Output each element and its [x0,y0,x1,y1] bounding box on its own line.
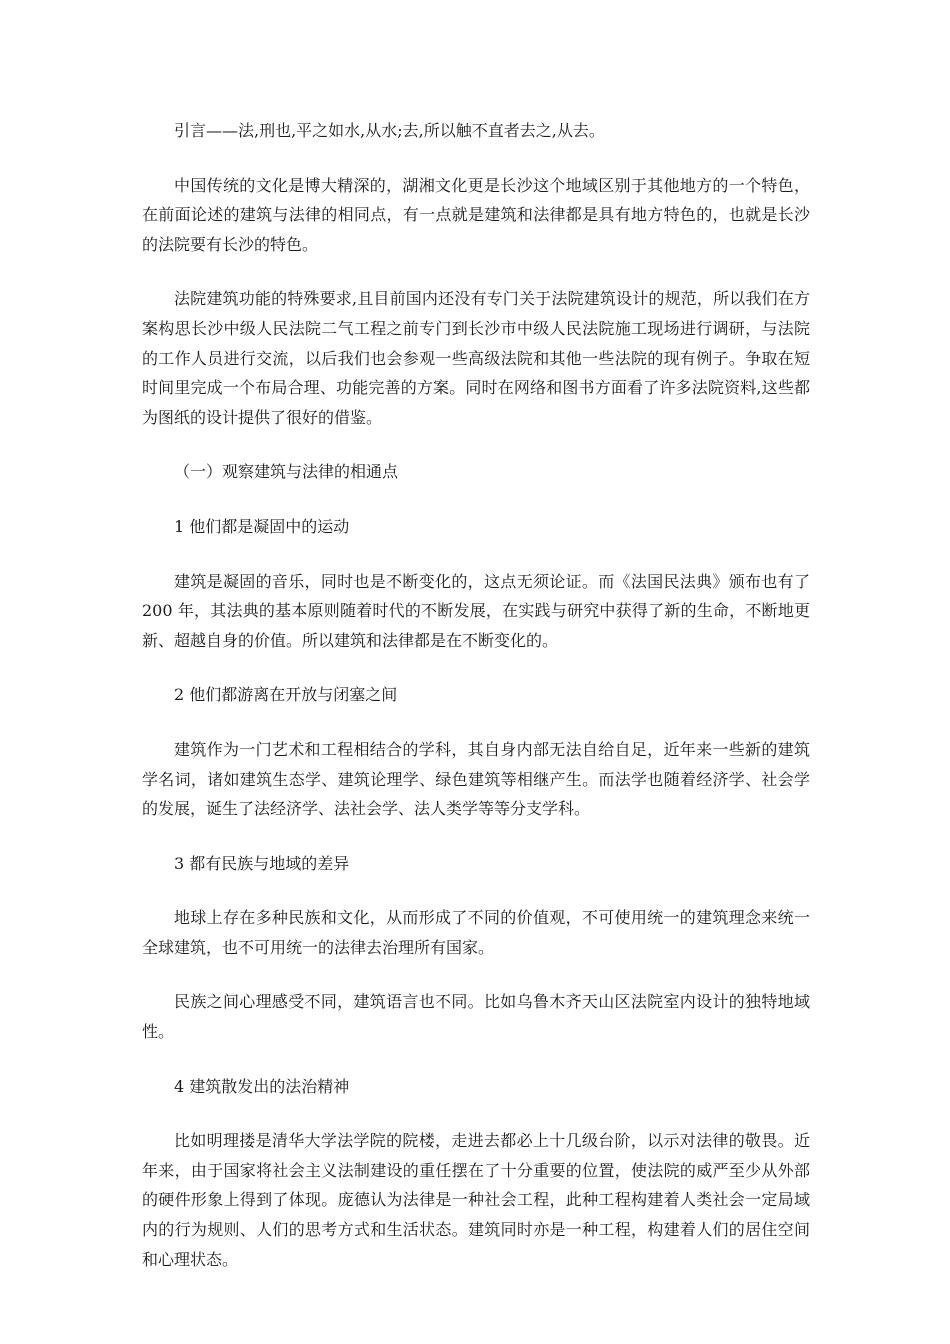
body-paragraph: 中国传统的文化是博大精深的，湖湘文化更是长沙这个地域区别于其他地方的一个特色，在前面论述的建筑与法律的相同点，有一点就是建筑和法律都是具有地方特色的，也就是长沙的法院要有长沙的特色。 [142,175,810,254]
body-paragraph: 法院建筑功能的特殊要求,且目前国内还没有专门关于法院建筑设计的规范，所以我们在方案构思长沙中级人民法院二气工程之前专门到长沙市中级人民法院施工现场进行调研，与法院的工作人员进行交流，以后我们也会参观一些高级法院和其他一些法院的现有例子。争取在短时间里完成一个布局合理、功能完善的方案。同时在网络和图书方面看了许多法院资料,这些都为图纸的设计提供了很好的借鉴。 [142,289,810,427]
subsection-heading: 4 建筑散发出的法治精神 [174,1076,350,1096]
body-paragraph: 建筑是凝固的音乐，同时也是不断变化的，这点无须论证。而《法国民法典》颁布也有了 200 年，其法典的基本原则随着时代的不断发展，在实践与研究中获得了新的生命，不断地更新、超越自身的价值。所以建筑和法律都是在不断变化的。 [142,571,810,650]
body-paragraph: 地球上存在多种民族和文化，从而形成了不同的价值观，不可使用统一的建筑理念来统一全球建筑，也不可用统一的法律去治理所有国家。 [142,908,810,957]
body-paragraph: 民族之间心理感受不同，建筑语言也不同。比如乌鲁木齐天山区法院室内设计的独特地域性。 [142,992,810,1042]
intro-paragraph: 引言——法,刑也,平之如水,从水;去,所以触不直者去之,从去。 [174,121,605,140]
subsection-heading: 1 他们都是凝固中的运动 [174,516,350,536]
subsection-heading: 3 都有民族与地域的差异 [174,853,350,873]
subsection-heading: 2 他们都游离在开放与闭塞之间 [174,685,398,705]
body-paragraph: 建筑作为一门艺术和工程相结合的学科，其自身内部无法自给自足，近年来一些新的建筑学名词，诸如建筑生态学、建筑论理学、绿色建筑等相继产生。而法学也随着经济学、社会学的发展，诞生了法经济学、法社会学、法人类学等等分支学科。 [142,739,810,819]
document-body [142,116,810,1299]
section-heading: （一）观察建筑与法律的相通点 [174,462,399,482]
body-paragraph: 比如明理搂是清华大学法学院的院楼，走进去都必上十几级台阶，以示对法律的敬畏。近年来，由于国家将社会主义法制建设的重任摆在了十分重要的位置，使法院的威严至少从外部的硬件形象上得到了体现。庞德认为法律是一种社会工程，此种工程构建着人类社会一定局域内的行为规则、人们的思考方式和生活状态。建筑同时亦是一种工程，构建着人们的居住空间和心理状态。 [142,1131,810,1269]
